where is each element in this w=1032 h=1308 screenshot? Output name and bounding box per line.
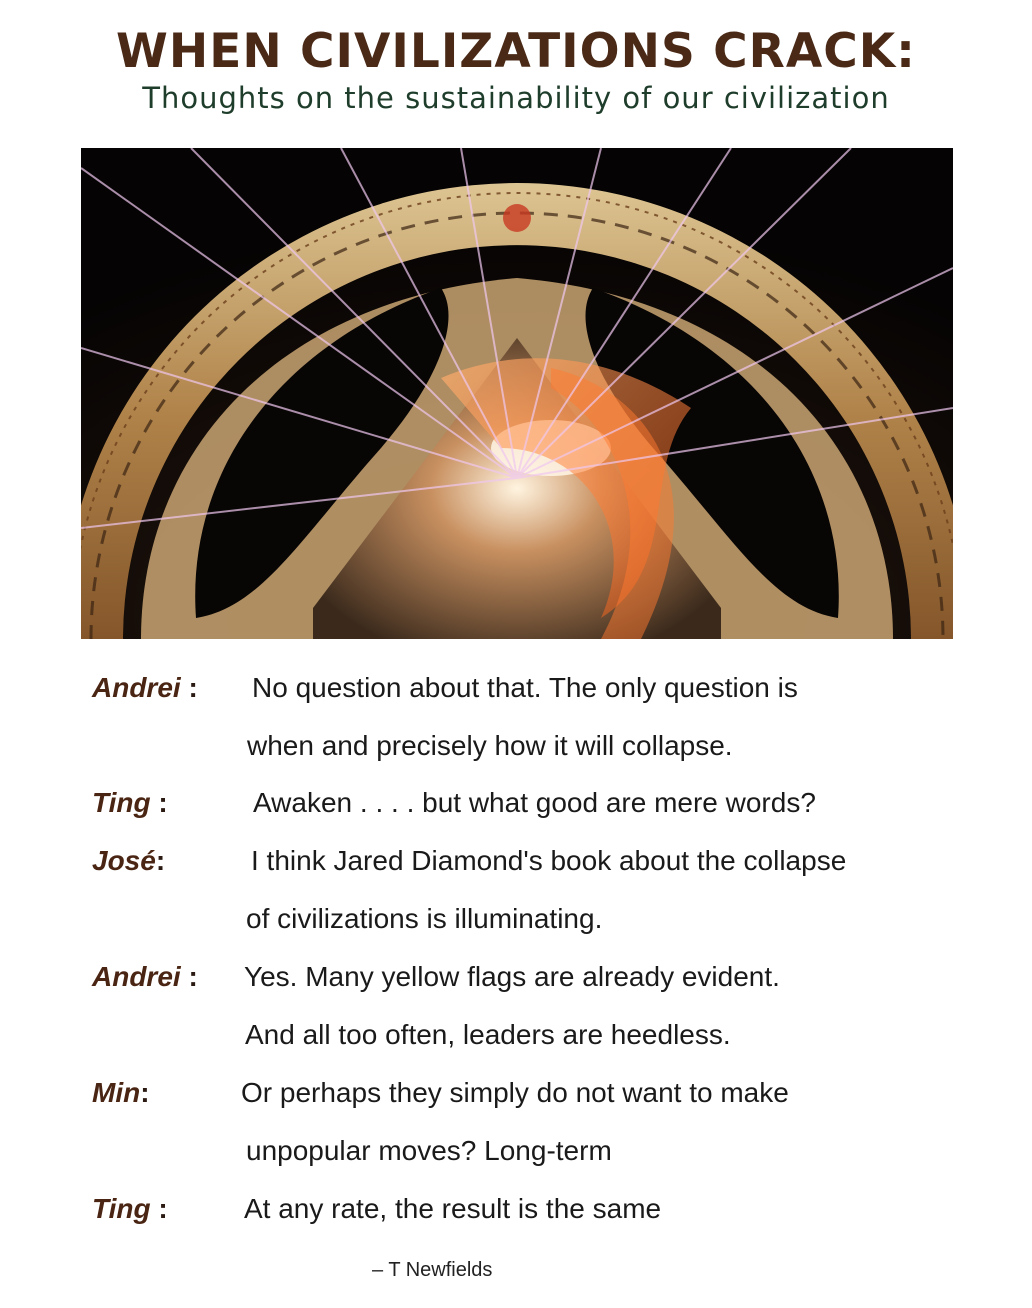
dialogue-line: I think Jared Diamond's book about the collapse xyxy=(251,845,847,876)
dialogue-line: And all too often, leaders are heedless. xyxy=(245,1019,731,1050)
speaker-name: Ting : xyxy=(92,1193,168,1224)
author-credit: – T Newfields xyxy=(372,1259,493,1281)
dialogue-line: Or perhaps they simply do not want to make xyxy=(241,1077,789,1108)
dialogue-line: unpopular moves? Long-term xyxy=(246,1135,612,1166)
speaker-name: Ting : xyxy=(92,787,168,818)
dialogue-line: Awaken . . . . but what good are mere words? xyxy=(253,787,816,818)
dialogue-line: when and precisely how it will collapse. xyxy=(247,730,733,761)
speaker-name: José: xyxy=(92,845,166,876)
artwork-image xyxy=(81,148,953,639)
speaker-name: Andrei : xyxy=(92,672,198,703)
speaker-name: Min: xyxy=(92,1077,150,1108)
dialogue-line: of civilizations is illuminating. xyxy=(246,903,603,934)
dialogue-line: No question about that. The only question is xyxy=(252,672,798,703)
dialogue-line: Yes. Many yellow flags are already evident. xyxy=(244,961,780,992)
speaker-name: Andrei : xyxy=(92,961,198,992)
page-subtitle: Thoughts on the sustainability of our civilization xyxy=(142,81,890,115)
page-title: WHEN CIVILIZATIONS CRACK: xyxy=(116,24,916,79)
dialogue-line: At any rate, the result is the same xyxy=(244,1193,662,1224)
